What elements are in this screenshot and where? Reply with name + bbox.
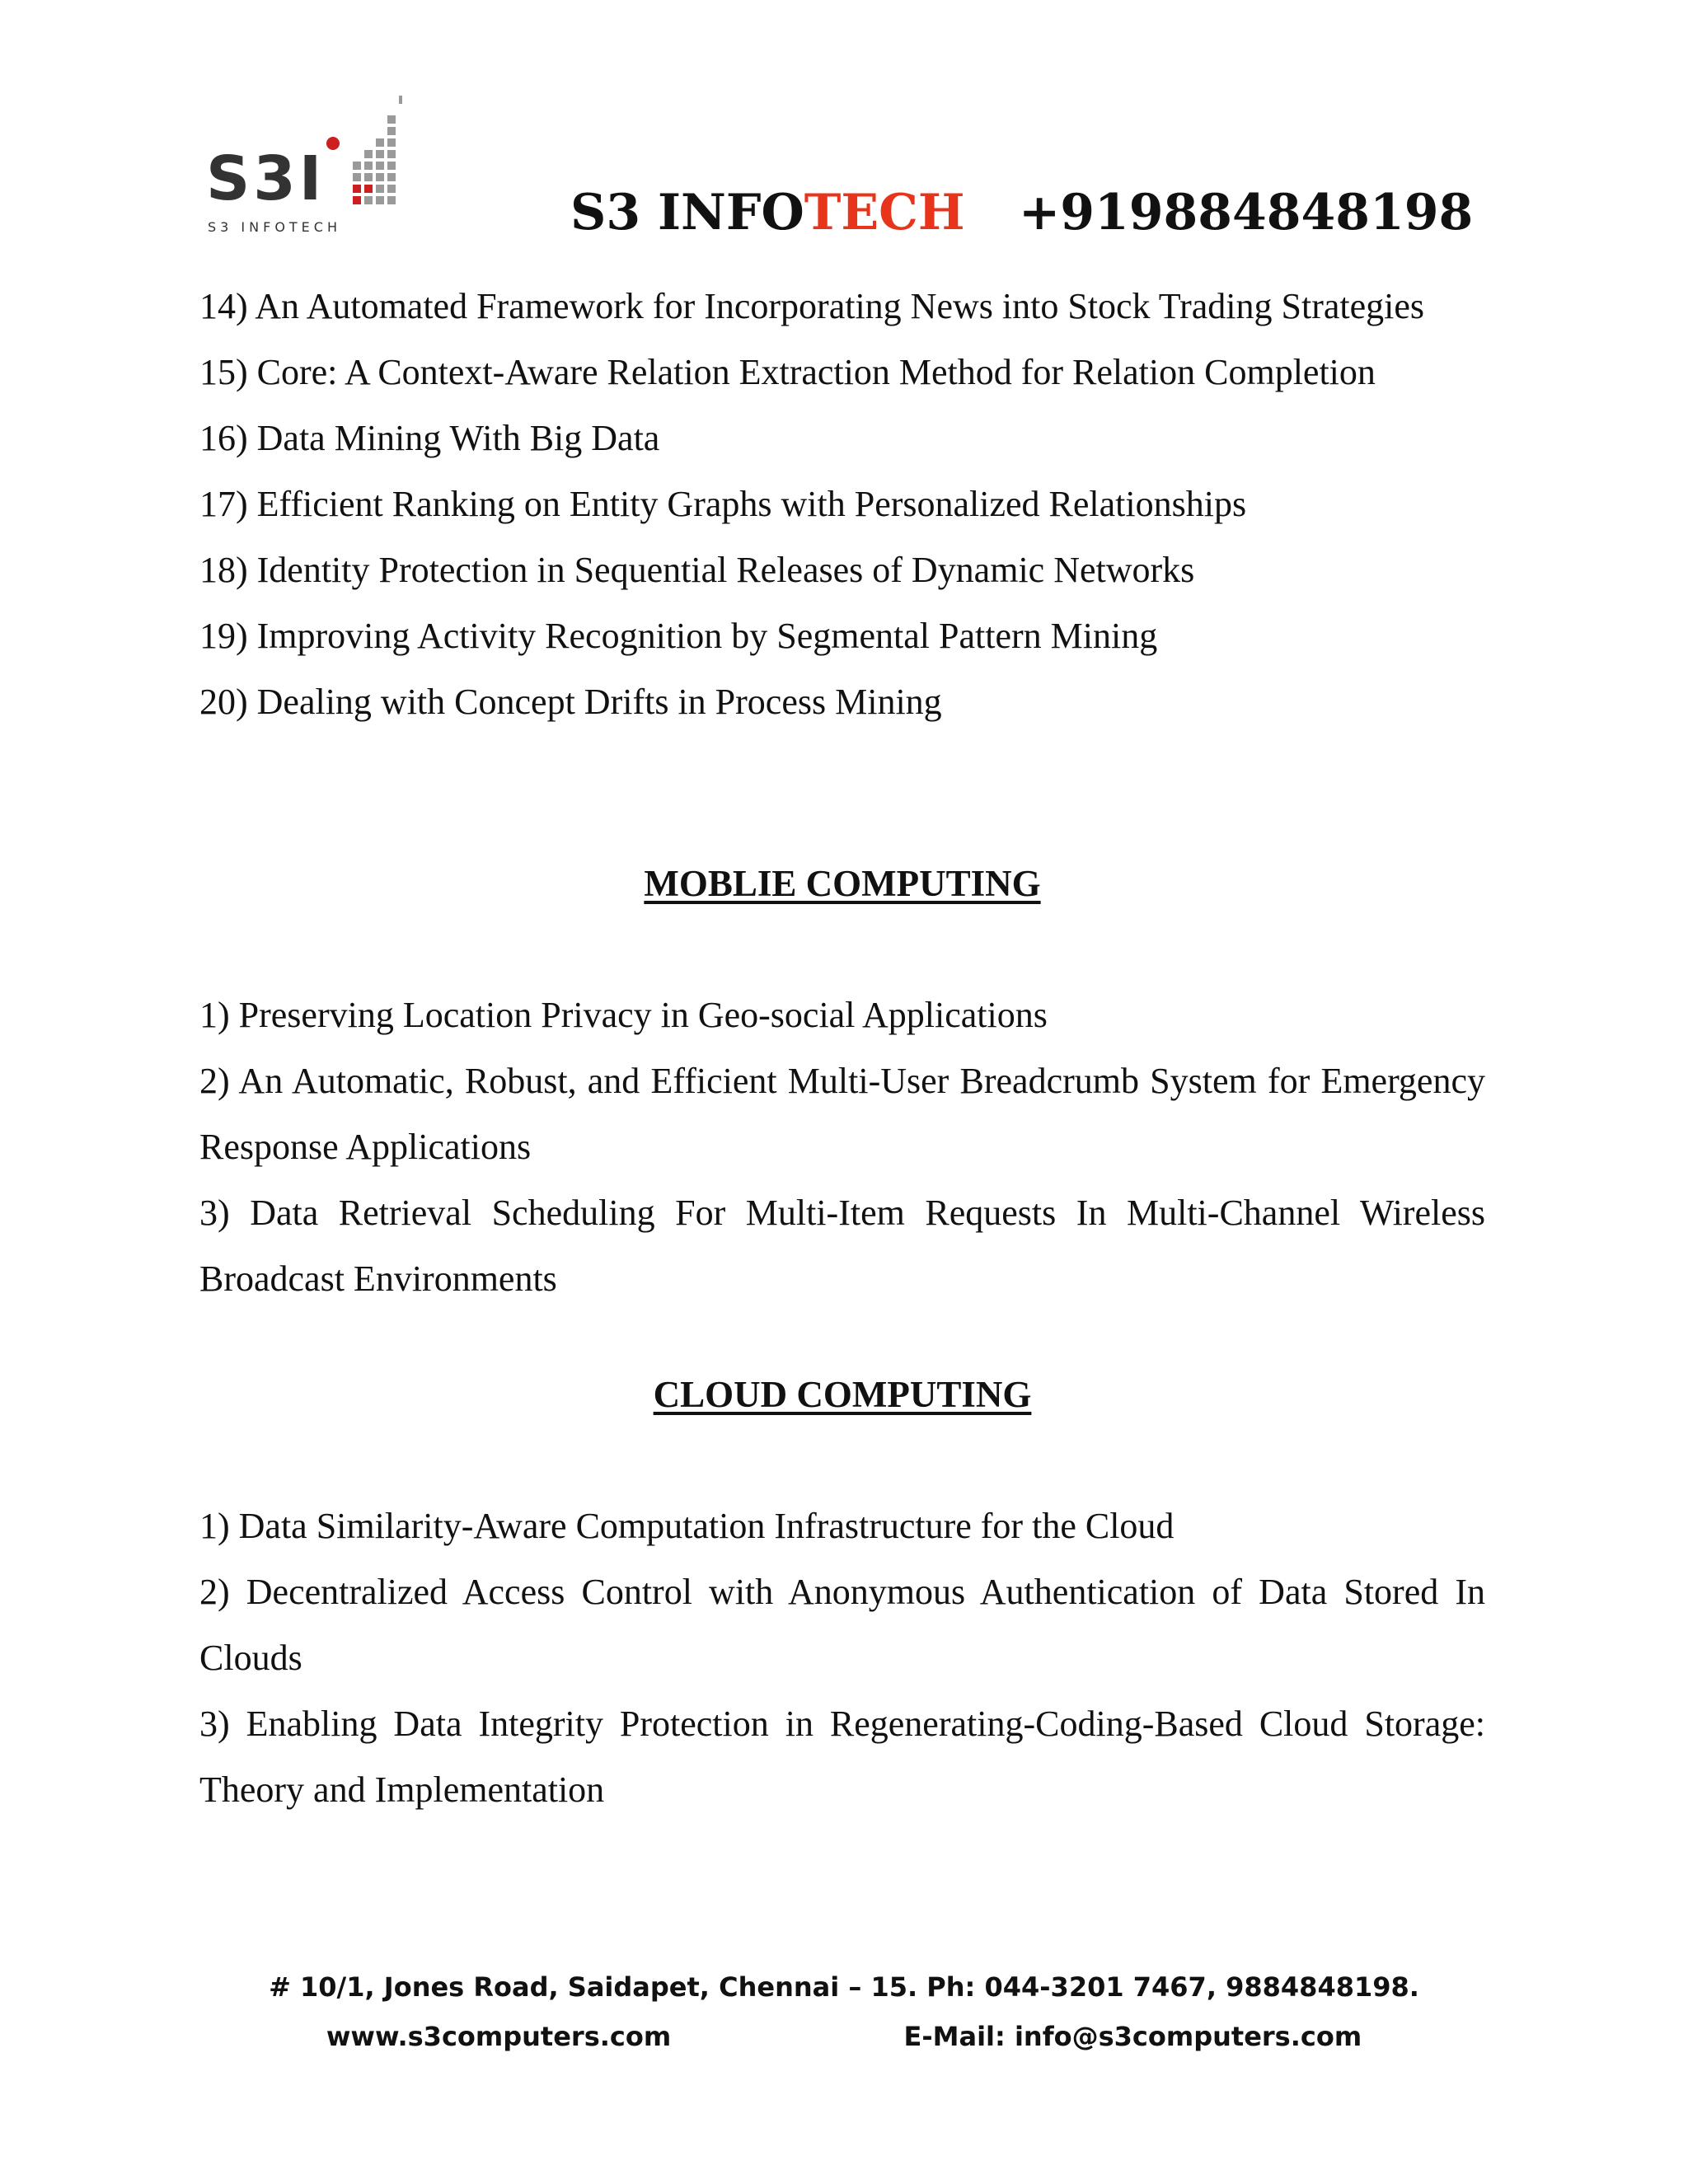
brand-name-red: TECH xyxy=(804,184,965,241)
list-item: 15) Core: A Context-Aware Relation Extraction Method for Relation Completion xyxy=(199,352,1376,392)
brand-name-black: S3 INFO xyxy=(570,184,804,241)
list-item: 1) Data Similarity-Aware Computation Infrastructure for the Cloud xyxy=(199,1506,1175,1546)
list-item: 17) Efficient Ranking on Entity Graphs with Personalized Relationships xyxy=(199,484,1247,524)
footer-email-link[interactable]: E-Mail: info@s3computers.com xyxy=(903,2021,1362,2052)
footer-website-link[interactable]: www.s3computers.com xyxy=(326,2021,672,2052)
list-item: 16) Data Mining With Big Data xyxy=(199,418,660,458)
section-title-mobile-computing: MOBLIE COMPUTING xyxy=(644,863,1041,904)
footer-address: # 10/1, Jones Road, Saidapet, Chennai – 15. Ph: 044-3201 7467, 9884848198. xyxy=(269,1971,1419,2003)
logo-subtitle: S3 INFOTECH xyxy=(208,219,341,235)
company-logo xyxy=(204,96,402,236)
list-item: 19) Improving Activity Recognition by Segmental Pattern Mining xyxy=(199,616,1158,656)
logo-wordmark: S3I xyxy=(206,143,326,214)
list-item: 3) Data Retrieval Scheduling For Multi-Item Requests In Multi-Channel Wireless Broadcast Environments xyxy=(199,1193,1485,1299)
section-title-cloud-computing: CLOUD COMPUTING xyxy=(653,1374,1032,1415)
list-item: 1) Preserving Location Privacy in Geo-social Applications xyxy=(199,995,1048,1035)
header-phone: +919884848198 xyxy=(1019,184,1474,241)
list-item: 14) An Automated Framework for Incorporating News into Stock Trading Strategies xyxy=(199,286,1425,326)
page-content xyxy=(199,274,1485,1823)
list-item: 2) An Automatic, Robust, and Efficient Multi-User Breadcrumb System for Emergency Response Applications xyxy=(199,1061,1485,1167)
list-item: 2) Decentralized Access Control with Anonymous Authentication of Data Stored In Clouds xyxy=(199,1572,1485,1678)
footer-contact xyxy=(0,2021,1688,2052)
list-item: 3) Enabling Data Integrity Protection in Regenerating-Coding-Based Cloud Storage: Theory and Implementation xyxy=(199,1704,1485,1810)
list-item: 20) Dealing with Concept Drifts in Process Mining xyxy=(199,682,942,722)
list-item: 18) Identity Protection in Sequential Releases of Dynamic Networks xyxy=(199,550,1195,590)
brand-name xyxy=(570,184,965,241)
